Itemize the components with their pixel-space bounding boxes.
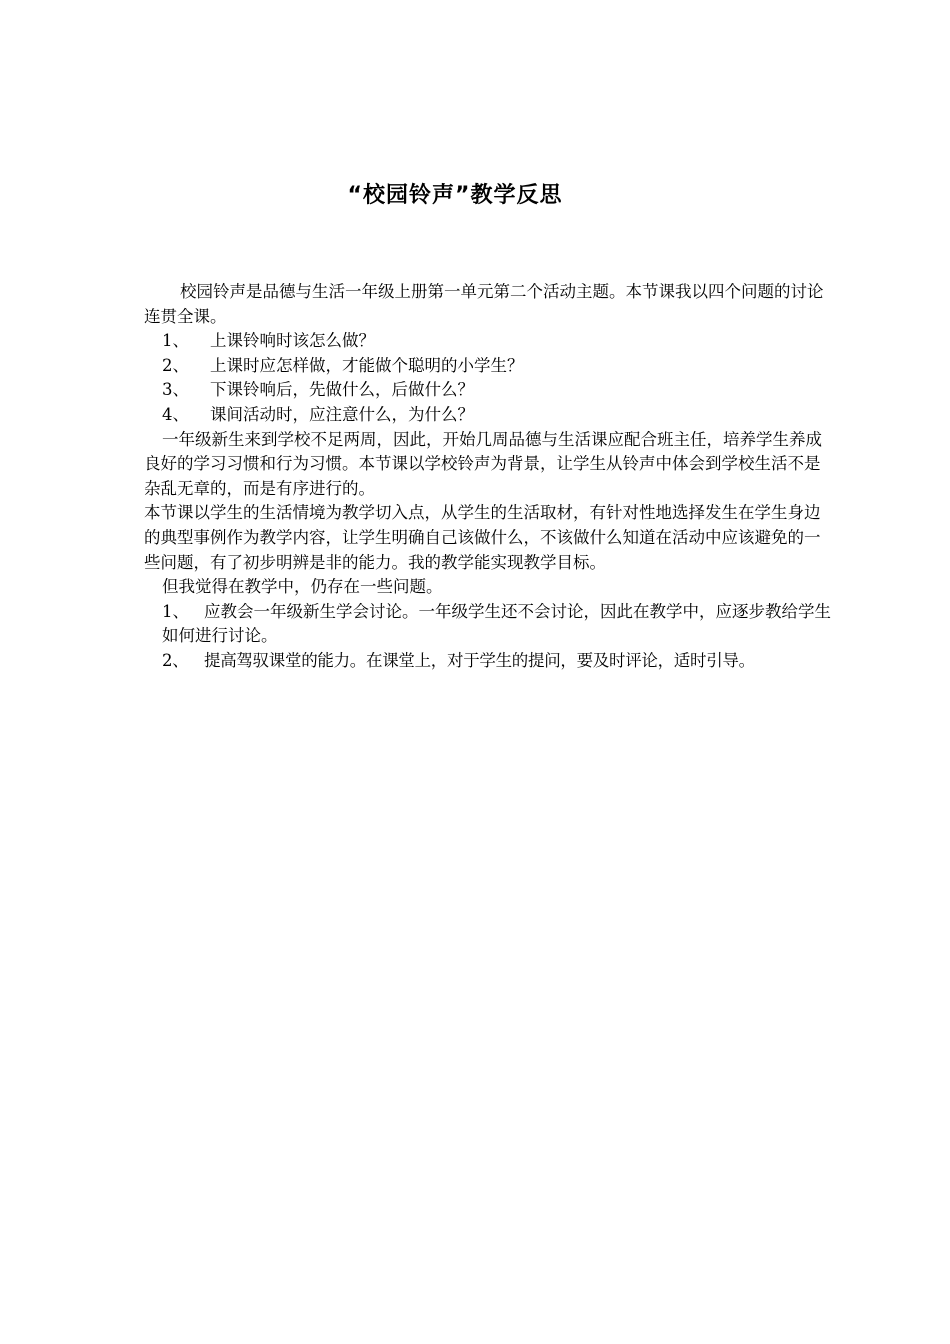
list-text: 课间活动时，应注意什么，为什么？	[210, 404, 474, 424]
list-text: 上课时应怎样做，才能做个聪明的小学生？	[210, 355, 524, 375]
list-item	[144, 649, 834, 674]
list-number: 4、	[162, 404, 189, 424]
list-item	[144, 354, 834, 379]
list-number: 1、	[162, 601, 189, 621]
list-text: 应教会一年级新生学会讨论。一年级学生还不会讨论，因此在教学中，应逐步教给学生如何进行讨论。	[162, 601, 831, 646]
list-text: 上课铃响时该怎么做？	[210, 331, 375, 351]
list-number: 2、	[162, 650, 189, 670]
document-body	[144, 280, 834, 674]
list-text: 下课铃响后，先做什么，后做什么？	[210, 380, 474, 400]
list-item	[144, 378, 834, 403]
issue-list	[144, 600, 834, 674]
list-item	[144, 329, 834, 354]
question-list	[144, 329, 834, 427]
list-item	[144, 403, 834, 428]
paragraph-issues-intro: 但我觉得在教学中，仍存在一些问题。	[162, 577, 443, 597]
list-number: 1、	[162, 331, 189, 351]
list-item	[144, 600, 834, 649]
list-number: 2、	[162, 355, 189, 375]
intro-paragraph: 校园铃声是品德与生活一年级上册第一单元第二个活动主题。本节课我以四个问题的讨论连贯全课。	[144, 282, 824, 326]
paragraph-approach: 本节课以学生的生活情境为教学切入点，从学生的生活取材，有针对性地选择发生在学生身边的典型事例作为教学内容，让学生明确自己该做什么，不该做什么知道在活动中应该避免的一些问题，有了初步明辨是非的能力。我的教学能实现教学目标。	[144, 503, 821, 572]
document-title: “校园铃声”教学反思	[347, 183, 563, 208]
paragraph-background: 一年级新生来到学校不足两周，因此，开始几周品德与生活课应配合班主任，培养学生养成良好的学习习惯和行为习惯。本节课以学校铃声为背景，让学生从铃声中体会到学校生活不是杂乱无章的，而是有序进行的。	[144, 429, 822, 498]
list-number: 3、	[162, 380, 189, 400]
list-text: 提高驾驭课堂的能力。在课堂上，对于学生的提问，要及时评论，适时引导。	[204, 650, 755, 670]
